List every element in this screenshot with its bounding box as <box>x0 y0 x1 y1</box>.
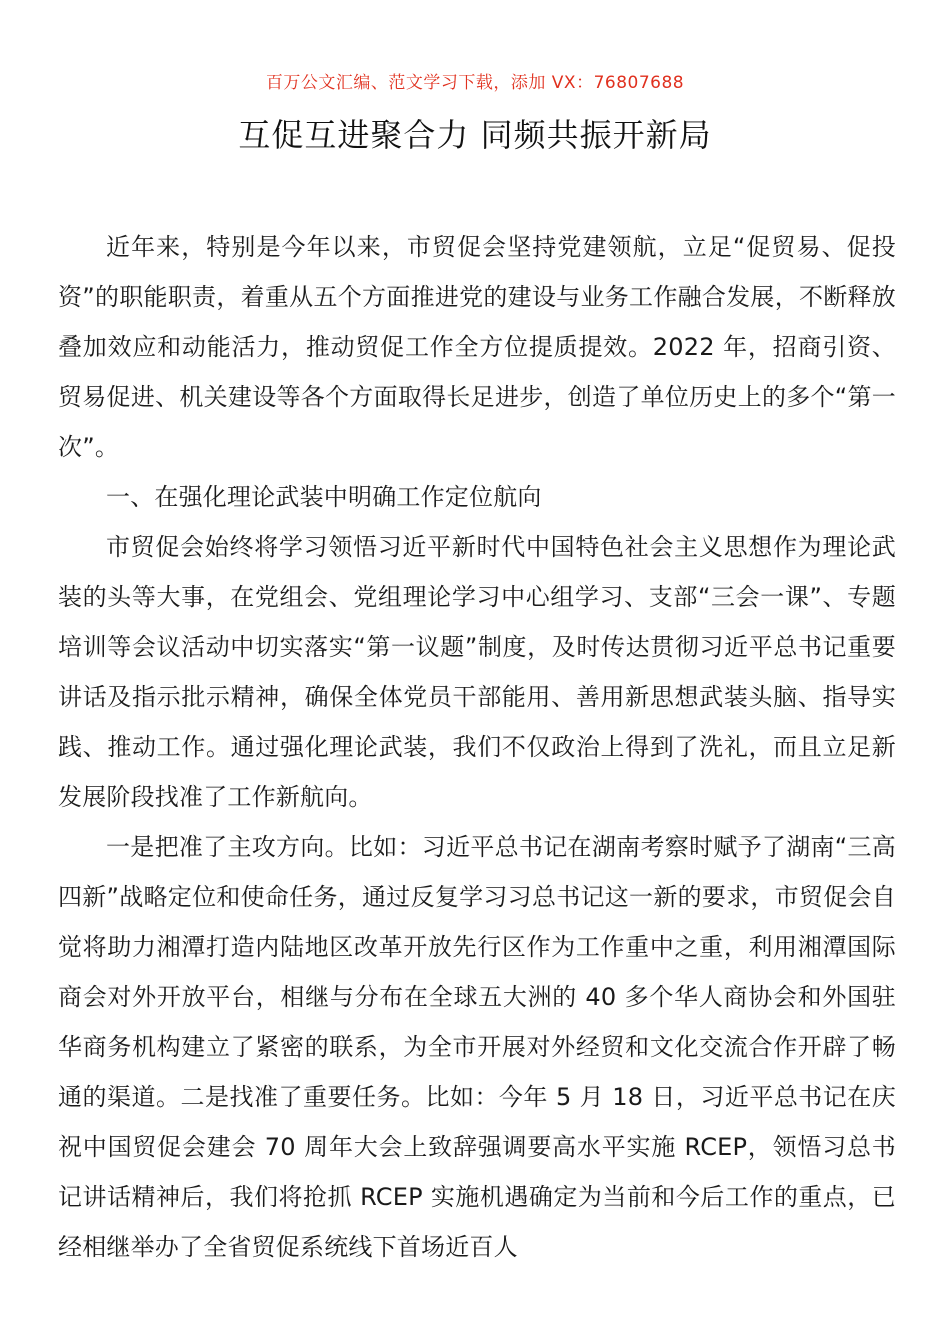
section-heading-1: 一、在强化理论武装中明确工作定位航向 <box>106 483 542 511</box>
document-body <box>58 222 896 1272</box>
paragraph-intro: 近年来，特别是今年以来，市贸促会坚持党建领航，立足“促贸易、促投资”的职能职责，着重从五个方面推进党的建设与业务工作融合发展，不断释放叠加效应和动能活力，推动贸促工作全方位提质提效。2022 年，招商引资、贸易促进、机关建设等各个方面取得长足进步，创造了单位历史上的多个“第一次”。 <box>58 233 896 461</box>
paragraph-theory: 市贸促会始终将学习领悟习近平新时代中国特色社会主义思想作为理论武装的头等大事，在党组会、党组理论学习中心组学习、支部“三会一课”、专题培训等会议活动中切实落实“第一议题”制度，及时传达贯彻习近平总书记重要讲话及指示批示精神，确保全体党员干部能用、善用新思想武装头脑、指导实践、推动工作。通过强化理论武装，我们不仅政治上得到了洗礼，而且立足新发展阶段找准了工作新航向。 <box>58 533 896 811</box>
paragraph-direction: 一是把准了主攻方向。比如：习近平总书记在湖南考察时赋予了湖南“三高四新”战略定位和使命任务，通过反复学习习总书记这一新的要求，市贸促会自觉将助力湘潭打造内陆地区改革开放先行区作为工作重中之重，利用湘潭国际商会对外开放平台，相继与分布在全球五大洲的 40 多个华人商协会和外国驻华商务机构建立了紧密的联系，为全市开展对外经贸和文化交流合作开辟了畅通的渠道。二是找准了重要任务。比如：今年 5 月 18 日，习近平总书记在庆祝中国贸促会建会 70 周年大会上致辞强调要高水平实施 RCEP，领悟习总书记讲话精神后，我们将抢抓 RCEP 实施机遇确定为当前和今后工作的重点，已经相继举办了全省贸促系统线下首场近百人 <box>58 833 896 1261</box>
document-title: 互促互进聚合力 同频共振开新局 <box>238 116 712 154</box>
watermark-banner: 百万公文汇编、范文学习下载，添加 VX：76807688 <box>265 73 685 93</box>
